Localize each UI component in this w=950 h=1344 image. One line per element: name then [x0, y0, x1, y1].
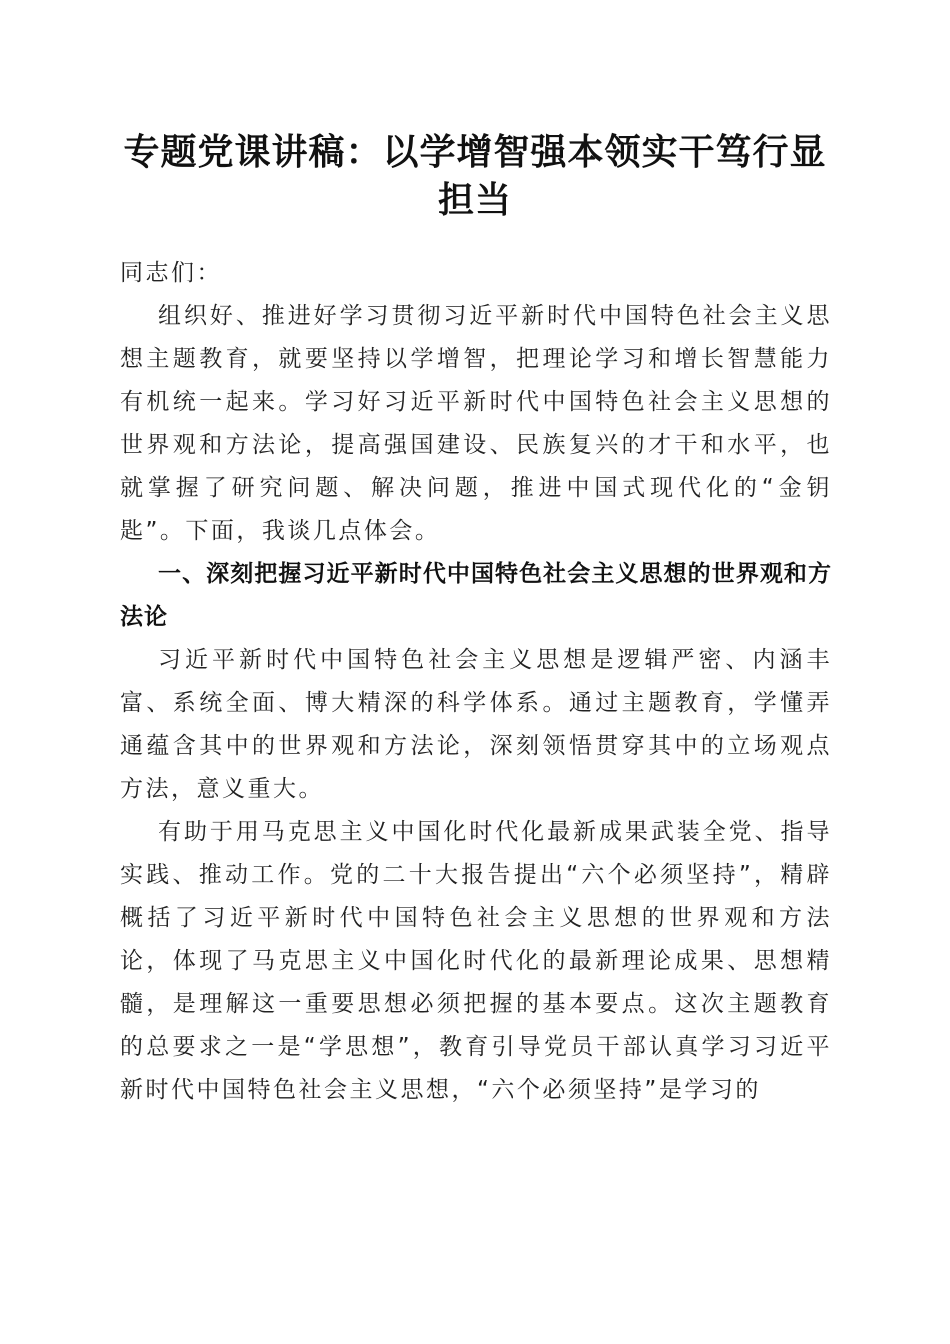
section-paragraph: 习近平新时代中国特色社会主义思想是逻辑严密、内涵丰富、系统全面、博大精深的科学体系。通过主题教育，学懂弄通蕴含其中的世界观和方法论，深刻领悟贯穿其中的立场观点方法，意义重大。 — [120, 647, 832, 802]
section-heading: 一、深刻把握习近平新时代中国特色社会主义思想的世界观和方法论 — [120, 561, 832, 630]
intro-paragraph: 组织好、推进好学习贯彻习近平新时代中国特色社会主义思想主题教育，就要坚持以学增智，把理论学习和增长智慧能力有机统一起来。学习好习近平新时代中国特色社会主义思想的世界观和方法论，提高强国建设、民族复兴的才干和水平，也就掌握了研究问题、解决问题，推进中国式现代化的“金钥匙”。下面，我谈几点体会。 — [120, 303, 832, 544]
document-title: 专题党课讲稿：以学增智强本领实干笃行显担当 — [123, 131, 827, 221]
section-paragraph: 有助于用马克思主义中国化时代化最新成果武装全党、指导实践、推动工作。党的二十大报告提出“六个必须坚持”，精辟概括了习近平新时代中国特色社会主义思想的世界观和方法论，体现了马克思主义中国化时代化的最新理论成果、思想精髓，是理解这一重要思想必须把握的基本要点。这次主题教育的总要求之一是“学思想”，教育引导党员干部认真学习习近平新时代中国特色社会主义思想，“六个必须坚持”是学习的 — [120, 819, 832, 1103]
document-body — [120, 252, 832, 1112]
salutation: 同志们： — [120, 260, 222, 286]
